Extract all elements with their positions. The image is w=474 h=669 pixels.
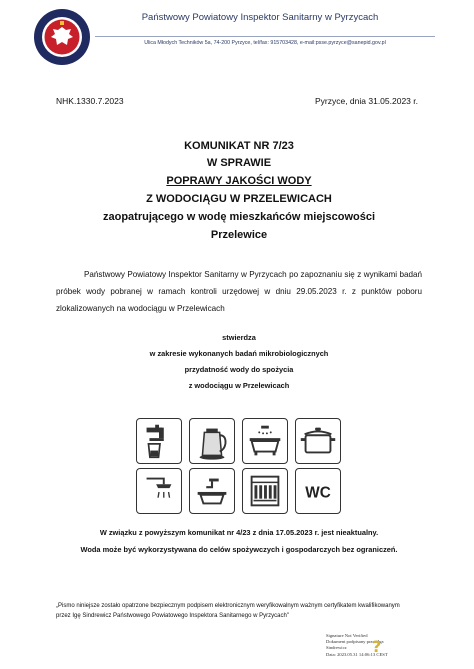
- shower-icon: [136, 468, 182, 514]
- conclusion-line-1: stwierdza: [222, 333, 256, 342]
- signature-check-icon: ?: [372, 637, 382, 656]
- wc-icon: [295, 468, 341, 514]
- conclusion-line-3: przydatność wody do spożycia: [184, 365, 294, 374]
- title-line-4: Z WODOCIĄGU W PRZELEWICACH: [146, 193, 332, 205]
- header-divider: [95, 36, 435, 37]
- sink-icon: [189, 468, 235, 514]
- kettle-icon: [189, 418, 235, 464]
- institution-name: Państwowy Powiatowy Inspektor Sanitarny w Pyrzycach: [141, 12, 379, 23]
- title-line-6: Przelewice: [210, 229, 268, 241]
- title-line-2: W SPRAWIE: [206, 157, 272, 169]
- cooking-pot-icon: [295, 418, 341, 464]
- final-line-2: Woda może być wykorzystywana do celów spożywczych i gospodarczych bez ograniczeń.: [80, 545, 398, 554]
- institution-contact: Ulica Młodych Techników 5a, 74-200 Pyrzyce, tel/fax: 915703428, e-mail:psse.pyrzyce@sanepid.gov.pl: [144, 40, 386, 46]
- signature-line-1: Signature Not Verified: [326, 633, 368, 638]
- reference-number: NHK.1330.7.2023: [56, 96, 124, 106]
- wc-label: WC: [305, 484, 331, 502]
- signature-line-2: Dokument podpisany przez Iga: [326, 639, 384, 645]
- sanepid-logo: [33, 8, 91, 66]
- signature-stamp: [326, 633, 446, 658]
- final-line-1: W związku z powyższym komunikat nr 4/23 z dnia 17.05.2023 r. jest nieaktualny.: [99, 528, 379, 537]
- place-date: Pyrzyce, dnia 31.05.2023 r.: [314, 96, 418, 106]
- signature-line-4: Data: 2023.05.31 14:06:13 CEST: [326, 651, 388, 657]
- glass-tap-icon: [136, 418, 182, 464]
- body-paragraph: Państwowy Powiatowy Inspektor Sanitarny w Pyrzycach po zapoznaniu się z wynikami badań próbek wody pobranej w ramach kontroli urzędowej w dniu 29.05.2023 r. z punktów poboru zlokalizowanych na wodociągu w Przelewicach: [56, 270, 422, 313]
- title-line-1: KOMUNIKAT NR 7/23: [184, 140, 294, 152]
- title-line-5: zaopatrującego w wodę mieszkańców miejscowości: [102, 211, 376, 223]
- electronic-signature-note: „Pismo niniejsze zostało opatrzone bezpiecznym podpisem elektronicznym weryfikowalnym ważnym certyfikatem kwalifikowanym przez Igę Sindrewicz Państwowego Powiatowego Inspektora Sanitarnego w Pyrzycach": [56, 603, 400, 619]
- signature-line-3: Sindrewicz: [326, 645, 347, 651]
- conclusion-line-2: w zakresie wykonanych badań mikrobiologicznych: [149, 349, 329, 358]
- title-line-3: POPRAWY JAKOŚCI WODY: [166, 175, 312, 187]
- conclusion-line-4: z wodociągu w Przelewicach: [188, 381, 290, 390]
- bathtub-icon: [242, 418, 288, 464]
- dishwasher-icon: [242, 468, 288, 514]
